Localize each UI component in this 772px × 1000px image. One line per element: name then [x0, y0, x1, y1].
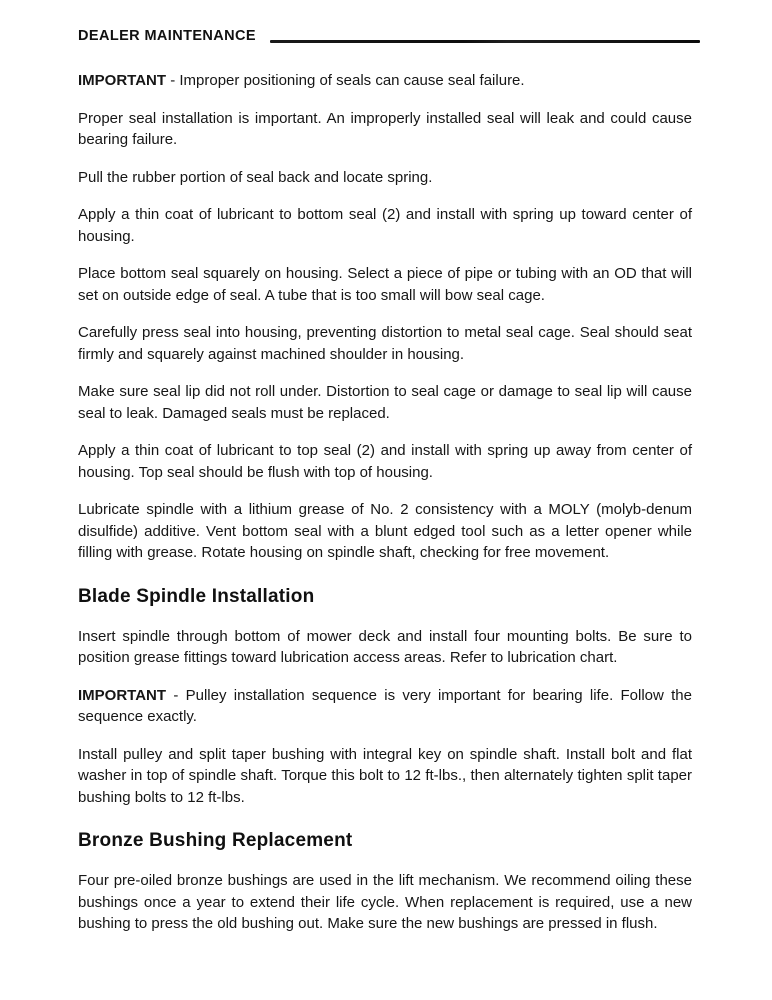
header-rule: [270, 40, 700, 43]
paragraph-lubricate-spindle-grease: Lubricate spindle with a lithium grease of No. 2 consistency with a MOLY (molyb-denum disulfide) additive. Vent bottom seal with a blunt edged tool such as a letter opener while filling with grease. Rotate housing on spindle shaft, checking for free movement.: [78, 501, 692, 561]
paragraph-important-seal-positioning: [78, 70, 692, 92]
paragraph-text: - Pulley installation sequence is very important for bearing life. Follow the sequence exactly.: [78, 686, 692, 725]
important-label: IMPORTANT: [78, 686, 167, 704]
paragraph-lubricant-bottom-seal: Apply a thin coat of lubricant to bottom seal (2) and install with spring up toward center of housing.: [78, 206, 692, 245]
paragraph-seal-lip-roll-under: Make sure seal lip did not roll under. Distortion to seal cage or damage to seal lip will cause seal to leak. Damaged seals must be replaced.: [78, 383, 692, 422]
section-heading-bronze-bushing-replacement: Bronze Bushing Replacement: [78, 830, 353, 851]
important-label: IMPORTANT: [78, 72, 167, 89]
paragraph-proper-seal-installation: Proper seal installation is important. An improperly installed seal will leak and could cause bearing failure.: [78, 109, 692, 148]
paragraph-place-bottom-seal: Place bottom seal squarely on housing. Select a piece of pipe or tubing with an OD that will set on outside edge of seal. A tube that is too small will bow seal cage.: [78, 265, 692, 304]
paragraph-insert-spindle-mower-deck: Insert spindle through bottom of mower deck and install four mounting bolts. Be sure to position grease fittings toward lubrication access areas. Refer to lubrication chart.: [78, 627, 692, 666]
paragraph-important-pulley-sequence: [78, 685, 692, 728]
paragraph-lubricant-top-seal: Apply a thin coat of lubricant to top seal (2) and install with spring up away from center of housing. Top seal should be flush with top of housing.: [78, 442, 692, 481]
page-header-title: DEALER MAINTENANCE: [78, 28, 256, 44]
paragraph-bronze-bushings-lift-mechanism: Four pre-oiled bronze bushings are used in the lift mechanism. We recommend oiling these bushings once a year to extend their life cycle. When replacement is required, use a new bushing to press the old bushing out. Make sure the new bushings are pressed in flush.: [78, 872, 692, 932]
section-heading-blade-spindle-installation: Blade Spindle Installation: [78, 585, 315, 607]
paragraph-text: - Improper positioning of seals can cause seal failure.: [166, 72, 525, 89]
paragraph-pull-rubber-portion: Pull the rubber portion of seal back and locate spring.: [78, 168, 433, 186]
page-header: [78, 27, 700, 45]
paragraph-press-seal-into-housing: Carefully press seal into housing, preventing distortion to metal seal cage. Seal should seat firmly and squarely against machined shoulder in housing.: [78, 324, 692, 363]
paragraph-install-pulley-taper-bushing: Install pulley and split taper bushing with integral key on spindle shaft. Install bolt and flat washer in top of spindle shaft. Torque this bolt to 12 ft-lbs., then alternately tighten split taper bushing bolts to 12 ft-lbs.: [78, 745, 692, 806]
